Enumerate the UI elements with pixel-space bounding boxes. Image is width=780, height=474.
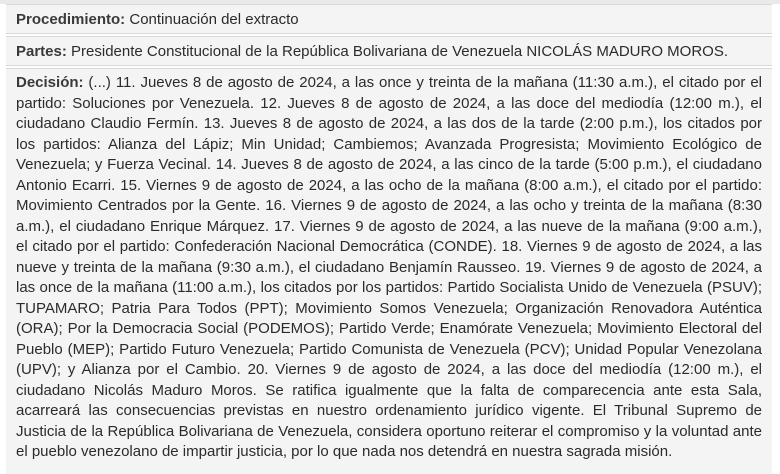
decision-row: [6, 68, 772, 474]
procedimiento-value: Continuación del extracto: [129, 11, 299, 28]
procedimiento-row: [6, 4, 772, 34]
partes-label: Partes:: [16, 43, 67, 60]
decision-label: Decisión:: [16, 74, 84, 91]
partes-value: Presidente Constitucional de la República Bolivariana de Venezuela NICOLÁS MADURO MOROS.: [71, 43, 729, 60]
procedimiento-label: Procedimiento:: [16, 11, 126, 28]
partes-row: [6, 36, 772, 66]
decision-text: (...) 11. Jueves 8 de agosto de 2024, a las once y treinta de la mañana (11:30 a.m.), el citado por el partido: Soluciones por Venezuela. 12. Jueves 8 de agosto de 2024, a las doce del mediodía (12:00 m.), el ciudadano Claudio Fermín. 13. Jueves 8 de agosto de 2024, a las dos de la tarde (2:00 p.m.), los citados por los partidos: Alianza del Lápiz; Min Unidad; Cambiemos; Avanzada Progresista; Movimiento Ecológico de Venezuela; y Fuerza Vecinal. 14. Jueves 8 de agosto de 2024, a las cinco de la tarde (5:00 p.m.), el ciudadano Antonio Ecarri. 15. Viernes 9 de agosto de 2024, a las ocho de la mañana (8:00 a.m.), el citado por el partido: Movimiento Centrados por la Gente. 16. Viernes 9 de agosto de 2024, a las ocho y treinta de la mañana (8:30 a.m.), el ciudadano Enrique Márquez. 17. Viernes 9 de agosto de 2024, a las nueve de la mañana (9:00 a.m.), el citado por el partido: Confederación Nacional Democrática (CONDE). 18. Viernes 9 de agosto de 2024, a las nueve y treinta de la mañana (9:30 a.m.), el ciudadano Benjamín Rausseo. 19. Viernes 9 de agosto de 2024, a las once de la mañana (11:00 a.m.), los citados por los partidos: Partido Socialista Unido de Venezuela (PSUV); TUPAMARO; Patria Para Todos (PPT); Movimiento Somos Venezuela; Organización Renovadora Auténtica (ORA); Por la Democracia Social (PODEMOS); Partido Verde; Enamórate Venezuela; Movimiento Electoral del Pueblo (MEP); Partido Futuro Venezuela; Partido Comunista de Venezuela (PCV); Unidad Popular Venezolana (UPV); y Alianza por el Cambio. 20. Viernes 9 de agosto de 2024, a las doce del mediodía (12:00 m.), el ciudadano Nicolás Maduro Moros. Se ratifica igualmente que la falta de comparecencia ante esta Sala, acarreará las consecuencias previstas en nuestro ordenamiento jurídico vigente. El Tribunal Supremo de Justicia de la República Bolivariana de Venezuela, considera oportuno reiterar el compromiso y la voluntad ante el pueblo venezolano de impartir justicia, por lo que nada nos detendrá en nuestra sagrada misión.: [16, 74, 762, 460]
